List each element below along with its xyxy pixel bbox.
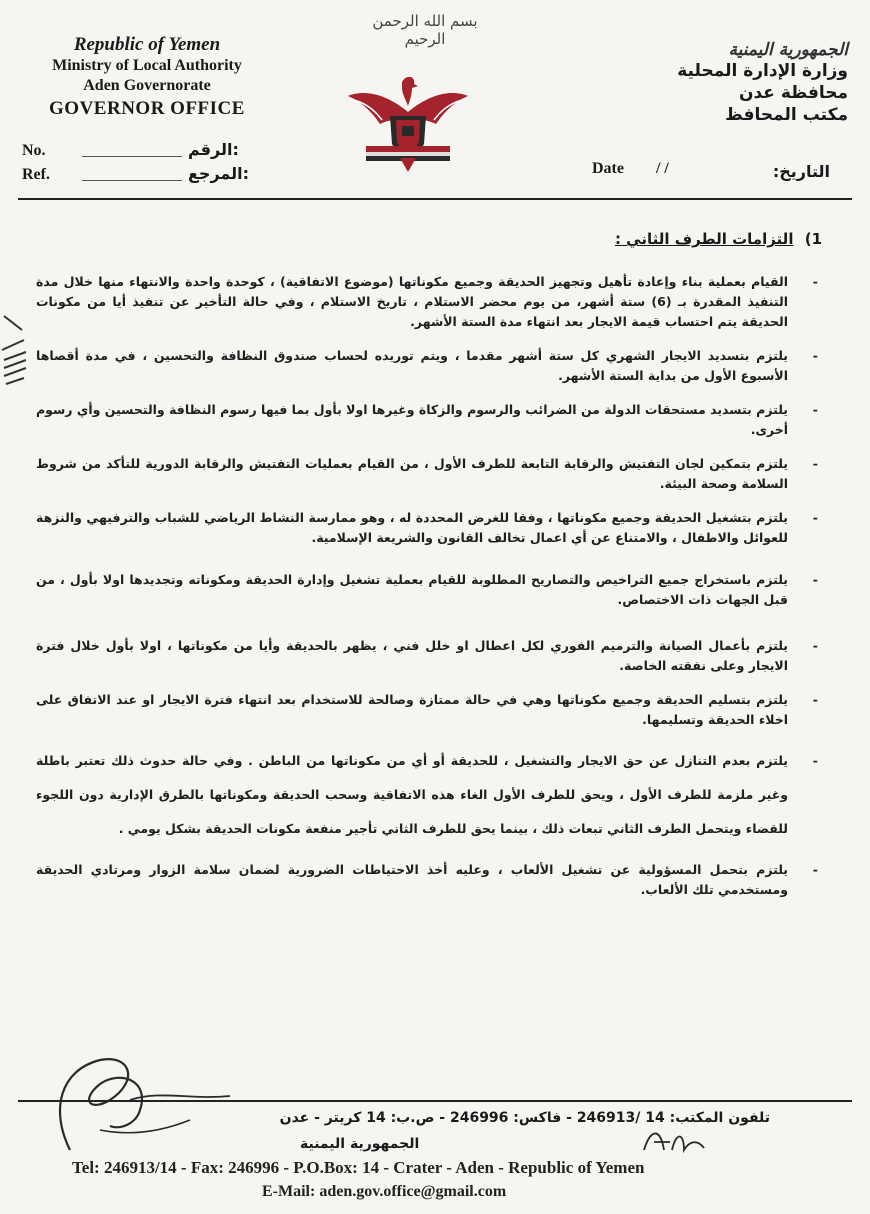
list-item: - يلتزم باستخراج جميع التراخيص والتصاريح المطلوبة للقيام بعملية تشغيل وإدارة الحديقة ومكوناته وتجديدها اولا بأول ، من قبل الجهات ذات الاختصاص. (36, 572, 818, 607)
section-title: التزامات الطرف الثاني : (614, 230, 794, 248)
clause-text: القيام بعملية بناء وإعادة تأهيل وتجهيز الحديقة وجميع مكوناتها (موضوع الاتفاقية) ، كوحدة واحدة والانتهاء منها خلال مدة التنفيذ المقدرة بـ (6) ستة أشهر، من يوم محضر الاستلام ، تاريخ الاستلام ، وفي حالة التأخير عن تنفيذ أيا من مكونات الحديقة يتم احتساب قيمة الايجار بعد انتهاء مدة الستة الأشهر. (36, 274, 788, 329)
obligations-list (36, 272, 822, 914)
clause-text: يلتزم بتسديد مستحقات الدولة من الضرائب والرسوم والزكاة وغيرها اولا بأول بما فيها رسوم النظافة والتحسين وأي رسوم أخرى. (36, 402, 788, 437)
letterhead-arabic (608, 40, 848, 126)
list-item: - يلتزم بتسديد مستحقات الدولة من الضرائب والرسوم والزكاة وغيرها اولا بأول بما فيها رسوم النظافة والتحسين وأي رسوم أخرى. (36, 402, 818, 437)
footer-contacts-ar: تلفون المكتب: 14 /246913 - فاكس: 246996 - ص.ب: 14 كريتر - عدن (279, 1110, 770, 1126)
clause-text: يلتزم بعدم التنازل عن حق الايجار والتشغيل ، للحديقة أو أي من مكوناتها من الباطن . وفي حالة حدوث ذلك تعتبر باطلة وغير ملزمة للطرف الأول ، ويحق للطرف الأول الغاء هذه الاتفاقية وسحب الحديقة ومكوناتها بالطرق الإدارية دون اللجوء للقضاء ويتحمل الطرف الثاني تبعات ذلك ، بينما يحق للطرف الثاني تأجير منفعة مكونات الحديقة بشكل يومي . (36, 753, 788, 836)
footer-contacts-en: Tel: 246913/14 - Fax: 246996 - P.O.Box: 14 - Crater - Aden - Republic of Yemen (72, 1158, 645, 1177)
footer-divider (18, 1100, 852, 1102)
no-label-ar: الرقم: (188, 140, 239, 159)
clause-text: يلتزم بتشغيل الحديقة وجميع مكوناتها ، وفقا للغرض المحددة له ، وهو ممارسة النشاط الرياضي للشباب والترفيهي والنزهة للعوائل والاطفال ، والامتناع عن أي اعمال تخالف القانون والشريعة الإسلامية. (36, 510, 788, 545)
clause-text: يلتزم بتحمل المسؤولية عن تشغيل الألعاب ، وعليه أخذ الاحتياطات الضرورية لضمان سلامة الزوار ومرتادي الحديقة ومستخدمي تلك الألعاب. (36, 862, 788, 897)
clause-text: يلتزم باستخراج جميع التراخيص والتصاريح المطلوبة للقيام بعملية تشغيل وإدارة الحديقة ومكوناته وتجديدها اولا بأول ، من قبل الجهات ذات الاختصاص. (36, 572, 788, 607)
basmala: بسم الله الرحمن الرحيم (372, 12, 478, 48)
ministry-ar: وزارة الإدارة المحلية (677, 61, 848, 81)
list-item: - يلتزم بتسديد الايجار الشهري كل ستة أشهر مقدما ، ويتم توريده لحساب صندوق النظافة والتحسين ، في مدة أقصاها الأسبوع الأول من بداية الستة الأشهر. (36, 348, 818, 383)
no-blank-line (82, 146, 182, 157)
country-ar: الجمهورية اليمنية (728, 40, 848, 60)
list-item: - يلتزم بتحمل المسؤولية عن تشغيل الألعاب ، وعليه أخذ الاحتياطات الضرورية لضمان سلامة الزوار ومرتادي الحديقة ومستخدمي تلك الألعاب. (36, 862, 818, 897)
letterhead-english (22, 34, 272, 120)
clause-text: يلتزم بتسليم الحديقة وجميع مكوناتها وهي في حالة ممتازة وصالحة للاستخدام بعد انتهاء فترة الايجار او عند الاتفاق على اخلاء الحديقة وتسليمها. (36, 692, 788, 727)
ref-blank-line (82, 170, 182, 181)
list-item: - يلتزم بأعمال الصيانة والترميم الفوري لكل اعطال او خلل فني ، يظهر بالحديقة وأيا من مكوناتها ، اولا بأول خلال فترة الايجار وعلى نفقته الخاصة. (36, 638, 818, 673)
list-item: - يلتزم بعدم التنازل عن حق الايجار والتشغيل ، للحديقة أو أي من مكوناتها من الباطن . وفي حالة حدوث ذلك تعتبر باطلة وغير ملزمة للطرف الأول ، ويحق للطرف الأول الغاء هذه الاتفاقية وسحب الحديقة ومكوناتها بالطرق الإدارية دون اللجوء للقضاء ويتحمل الطرف الثاني تبعات ذلك ، بينما يحق للطرف الثاني تأجير منفعة مكونات الحديقة بشكل يومي . (36, 753, 818, 836)
margin-mark-icon (0, 310, 30, 400)
clause-text: يلتزم بتمكين لجان التفتيش والرقابة التابعة للطرف الأول ، من القيام بعمليات التفتيش والرقابة الدورية للتأكد من شروط السلامة وصحة البيئة. (36, 456, 788, 491)
office-ar: مكتب المحافظ (725, 105, 848, 125)
section-heading (615, 230, 822, 248)
ref-label-ar: المرجع: (188, 164, 250, 183)
footer-country-ar: الجمهورية اليمنية (300, 1136, 420, 1152)
reference-field-row (22, 164, 249, 184)
governorate-en: Aden Governorate (83, 77, 211, 94)
yemen-eagle-emblem-icon (344, 72, 472, 176)
date-label-en: Date (592, 160, 624, 177)
office-en: GOVERNOR OFFICE (49, 98, 245, 119)
ministry-en: Ministry of Local Authority (52, 57, 242, 74)
section-number: 1) (804, 230, 822, 248)
date-label-ar: التاريخ: (772, 162, 830, 181)
date-field-en (592, 160, 669, 178)
number-field-row (22, 140, 239, 160)
initials-signature-icon (640, 1120, 710, 1160)
country-en: Republic of Yemen (73, 34, 221, 55)
clause-text: يلتزم بأعمال الصيانة والترميم الفوري لكل اعطال او خلل فني ، يظهر بالحديقة وأيا من مكوناتها ، اولا بأول خلال فترة الايجار وعلى نفقته الخاصة. (36, 638, 788, 673)
date-slashes: / / (655, 160, 669, 177)
header-divider (18, 198, 852, 200)
list-item: - يلتزم بتمكين لجان التفتيش والرقابة التابعة للطرف الأول ، من القيام بعمليات التفتيش والرقابة الدورية للتأكد من شروط السلامة وصحة البيئة. (36, 456, 818, 491)
no-label-en: No. (22, 142, 46, 159)
footer-email: E-Mail: aden.gov.office@gmail.com (262, 1183, 507, 1200)
governorate-ar: محافظة عدن (738, 83, 848, 103)
ref-label-en: Ref. (22, 166, 50, 183)
list-item: - يلتزم بتشغيل الحديقة وجميع مكوناتها ، وفقا للغرض المحددة له ، وهو ممارسة النشاط الرياضي للشباب والترفيهي والنزهة للعوائل والاطفال ، والامتناع عن أي اعمال تخالف القانون والشريعة الإسلامية. (36, 510, 818, 545)
clause-text: يلتزم بتسديد الايجار الشهري كل ستة أشهر مقدما ، ويتم توريده لحساب صندوق النظافة والتحسين ، في مدة أقصاها الأسبوع الأول من بداية الستة الأشهر. (36, 348, 788, 383)
list-item: - يلتزم بتسليم الحديقة وجميع مكوناتها وهي في حالة ممتازة وصالحة للاستخدام بعد انتهاء فترة الايجار او عند الاتفاق على اخلاء الحديقة وتسليمها. (36, 692, 818, 727)
list-item: - القيام بعملية بناء وإعادة تأهيل وتجهيز الحديقة وجميع مكوناتها (موضوع الاتفاقية) ، كوحدة واحدة والانتهاء منها خلال مدة التنفيذ المقدرة بـ (6) ستة أشهر، من يوم محضر الاستلام ، تاريخ الاستلام ، وفي حالة التأخير عن تنفيذ أيا من مكونات الحديقة يتم احتساب قيمة الايجار بعد انتهاء مدة الستة الأشهر. (36, 274, 818, 329)
